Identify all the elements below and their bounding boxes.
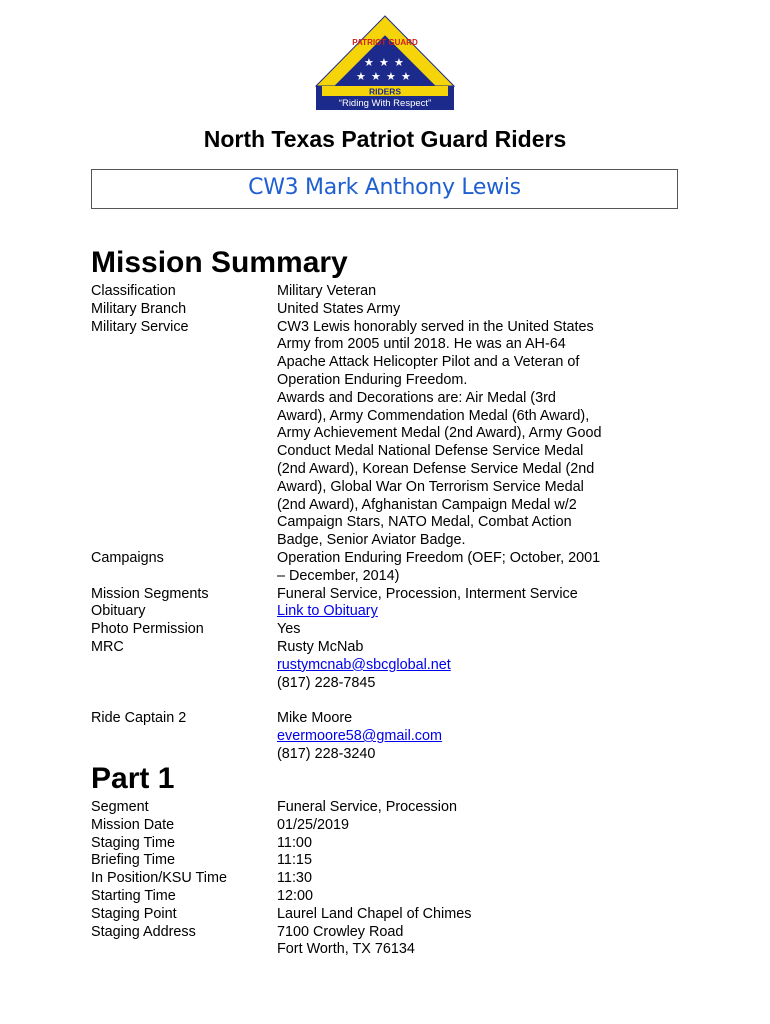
table-row (91, 817, 651, 835)
row-label: Campaigns (91, 549, 164, 566)
row-value: United States Army (277, 300, 401, 317)
row-label: Segment (91, 799, 149, 815)
table-row (91, 870, 651, 888)
table-row (91, 888, 651, 906)
star-icon: ★ (401, 70, 411, 83)
table-row (91, 675, 651, 693)
row-label (91, 657, 277, 675)
table-row (91, 550, 651, 586)
row-label: Classification (91, 283, 176, 299)
table-row (91, 639, 651, 657)
row-label: Staging Time (91, 834, 175, 851)
row-value: 12:00 (277, 887, 314, 904)
table-row (91, 301, 651, 319)
table-row (91, 835, 651, 853)
table-row (91, 586, 651, 604)
row-value: 11:30 (277, 870, 312, 887)
honoree-name: CW3 Mark Anthony Lewis (248, 175, 521, 200)
mission-summary-heading: Mission Summary (91, 246, 348, 279)
table-row (91, 746, 651, 764)
row-label: MRC (91, 638, 124, 655)
row-label: Ride Captain 2 (91, 710, 187, 727)
table-row (91, 710, 651, 728)
org-title: North Texas Patriot Guard Riders (203, 126, 567, 152)
mrc-email-link[interactable]: rustymcnab@sbcglobal.net (277, 656, 451, 673)
table-row (91, 603, 651, 621)
row-label: Obituary (91, 603, 146, 620)
logo-motto: “Riding With Respect” (338, 98, 432, 109)
table-row (91, 728, 651, 746)
star-icon: ★ (386, 70, 396, 83)
row-value: 01/25/2019 (277, 816, 350, 833)
row-value: Mike Moore (277, 710, 353, 727)
row-label: Staging Point (91, 905, 177, 922)
row-label: Photo Permission (91, 621, 204, 638)
obituary-link[interactable]: Link to Obituary (277, 603, 378, 620)
row-label: Military Branch (91, 300, 187, 317)
row-label: Starting Time (91, 887, 176, 904)
table-row (91, 621, 651, 639)
row-label: Mission Date (91, 816, 175, 833)
row-label: Briefing Time (91, 852, 175, 869)
star-icon: ★ (394, 56, 404, 69)
part1-heading: Part 1 (91, 762, 175, 795)
row-label: Mission Segments (91, 585, 209, 602)
row-value: 11:15 (277, 852, 312, 869)
row-value: Operation Enduring Freedom (OEF; October, 2001 – December, 2014) (277, 549, 601, 584)
row-value: Funeral Service, Procession, Interment Service (277, 585, 578, 602)
part1-table (91, 799, 651, 959)
row-value: Funeral Service, Procession (277, 799, 457, 815)
star-icon: ★ (364, 56, 374, 69)
star-icon: ★ (371, 70, 381, 83)
table-row (91, 283, 651, 301)
row-value: Rusty McNab (277, 638, 364, 655)
table-row (91, 799, 651, 817)
patriot-guard-logo (312, 14, 458, 112)
table-row (91, 852, 651, 870)
mission-summary-table (91, 283, 651, 764)
logo-top-text: PATRIOT GUARD (352, 38, 418, 47)
row-value: Yes (277, 621, 301, 638)
table-row (91, 906, 651, 924)
row-label: Staging Address (91, 923, 196, 940)
row-label: Military Service (91, 318, 189, 335)
row-value: Laurel Land Chapel of Chimes (277, 905, 472, 922)
table-row (91, 657, 651, 675)
row-label (91, 675, 277, 693)
star-icon: ★ (379, 56, 389, 69)
table-row (91, 924, 651, 960)
star-icon: ★ (356, 70, 366, 83)
row-value: 7100 Crowley Road Fort Worth, TX 76134 (277, 923, 415, 958)
logo-graphic (312, 14, 458, 112)
logo-banner-text: RIDERS (368, 86, 402, 97)
row-value: (817) 228-3240 (277, 745, 376, 762)
row-value: 11:00 (277, 834, 312, 851)
row-value: (817) 228-7845 (277, 674, 376, 691)
table-row (91, 319, 651, 550)
row-value: Military Veteran (277, 283, 377, 299)
military-service-text: CW3 Lewis honorably served in the United States Army from 2005 until 2018. He was an AH-64 Apache Attack Helicopter Pilot and a Veteran of Operation Enduring Freedom. Awards and Decorations are: Air Medal (3rd Award), Army Commendation Medal (6th Award), Army Achievement Medal (2nd Award), Army Good Conduct Medal National Defense Service Medal (2nd Award), Korean Defense Service Medal (2nd Award), Global War On Terrorism Service Medal (2nd Award), Afghanistan Campaign Medal w/2 Campaign Stars, NATO Medal, Combat Action Badge, Senior Aviator Badge. (277, 318, 602, 549)
row-label (91, 746, 277, 764)
honoree-name-box (91, 169, 678, 209)
row-label: In Position/KSU Time (91, 870, 227, 887)
ride-captain-email-link[interactable]: evermoore58@gmail.com (277, 727, 442, 744)
row-label (91, 728, 277, 746)
